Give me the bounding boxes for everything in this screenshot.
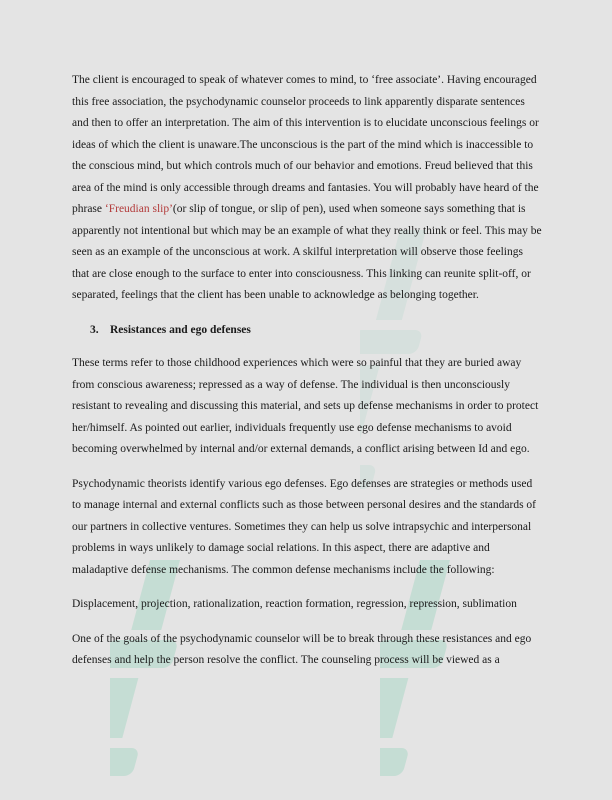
freudian-slip-highlight: ‘Freudian slip’ <box>104 203 173 215</box>
section-title: Resistances and ego defenses <box>110 323 251 336</box>
paragraph-resistances: These terms refer to those childhood experiences which were so painful that they are buried away from conscious awareness; repressed as a way of defense. The individual is then unconsciously resistant to revealing and discussing this material, and sets up defense mechanisms in order to protect her/himself. As pointed out earlier, individuals frequently use ego defense mechanisms to avoid becoming overwhelmed by internal and/or external demands, a conflict arising between Id and ego. <box>72 357 539 455</box>
paragraph-text: The client is encouraged to speak of whatever comes to mind, to ‘free associate’. Having encouraged this free association, the psychodynamic counselor proceeds to link apparently disparate sentences and then to offer an interpretation. The aim of this intervention is to elucidate unconscious feelings or ideas of which the client is unaware.The unconscious is the part of the mind which is inaccessible to the conscious mind, but which controls much of our behavior and emotions. Freud believed that this area of the mind is only accessible through dreams and fantasies. You will probably have heard of the phrase <box>72 74 539 215</box>
document-body <box>72 70 542 685</box>
paragraph-free-association <box>72 70 542 307</box>
section-number: 3. <box>90 323 99 336</box>
paragraph-ego-defenses: Psychodynamic theorists identify various ego defenses. Ego defenses are strategies or methods used to manage internal and external conflicts such as those between personal desires and the standards of our partners in collective ventures. Sometimes they can help us solve intrapsychic and interpersonal problems in ways unlikely to damage social relations. In this aspect, there are adaptive and maladaptive defense mechanisms. The common defense mechanisms include the following: <box>72 477 536 576</box>
paragraph-counselor-goals: One of the goals of the psychodynamic counselor will be to break through these resistances and ego defenses and help the person resolve the conflict. The counseling process will be viewed as a <box>72 632 532 666</box>
paragraph-text: (or slip of tongue, or slip of pen), used when someone says something that is apparently not intentional but which may be an example of what they really think or feel. This may be seen as an example of the unconscious at work. A skilful interpretation will observe those feelings that are close enough to the surface to enter into consciousness. This linking can reunite split-off, or separated, feelings that the client has been unable to acknowledge as belonging together. <box>72 203 542 301</box>
paragraph-defense-list: Displacement, projection, rationalization, reaction formation, regression, repression, sublimation <box>72 598 517 610</box>
section-heading <box>90 320 542 342</box>
